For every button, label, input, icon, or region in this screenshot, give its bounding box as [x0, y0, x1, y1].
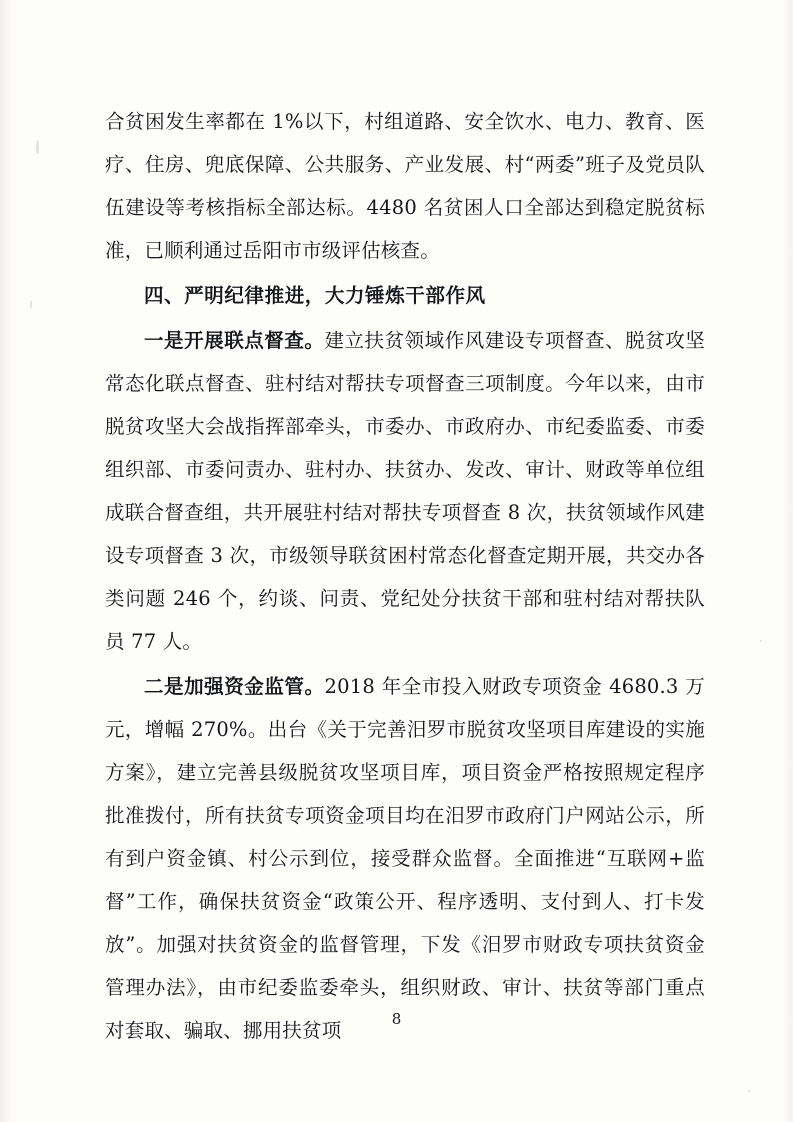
paragraph-point-one-lead: 一是开展联点督查。 — [144, 329, 325, 352]
paragraph-point-two-lead: 二是加强资金监管。 — [144, 675, 325, 698]
document-body — [105, 100, 705, 1054]
scan-edge-right — [783, 0, 793, 1122]
scan-edge-left — [0, 0, 12, 1122]
paragraph-point-two-text: 2018 年全市投入财政专项资金 4680.3 万元，增幅 270%。出台《关于完善汨罗市脱贫攻坚项目库建设的实施方案》，建立完善县级脱贫攻坚项目库，项目资金严格按照规定程序批准拨付，所有扶贫专项资金项目均在汨罗市政府门户网站公示，所有到户资金镇、村公示到位，接受群众监督。全面推进“互联网+监督”工作，确保扶贫资金“政策公开、程序透明、支付到人、打卡发放”。加强对扶贫资金的监督管理，下发《汨罗市财政专项扶贫资金管理办法》，由市纪委监委牵头，组织财政、审计、扶贫等部门重点对套取、骗取、挪用扶贫项 — [105, 675, 705, 1042]
paragraph-continuation: 合贫困发生率都在 1%以下，村组道路、安全饮水、电力、教育、医疗、住房、兜底保障、公共服务、产业发展、村“两委”班子及党员队伍建设等考核指标全部达标。4480 名贫困人口全部达到稳定脱贫标准，已顺利通过岳阳市市级评估核查。 — [105, 110, 705, 262]
paragraph-point-one — [105, 319, 705, 663]
paragraph-point-two — [105, 665, 705, 1052]
section-heading-four: 四、严明纪律推进，大力锤炼干部作风 — [144, 284, 486, 307]
page-number: 8 — [391, 1010, 402, 1028]
scan-speck — [748, 1090, 750, 1092]
paragraph-point-one-text: 建立扶贫领域作风建设专项督查、脱贫攻坚常态化联点督查、驻村结对帮扶专项督查三项制度。今年以来，由市脱贫攻坚大会战指挥部牵头，市委办、市政府办、市纪委监委、市委组织部、市委问责办、驻村办、扶贫办、发改、审计、财政等单位组成联合督查组，共开展驻村结对帮扶专项督查 8 次，扶贫领域作风建设专项督查 3 次，市级领导联贫困村常态化督查定期开展，共交办各类问题 246 个，约谈、问责、党纪处分扶贫干部和驻村结对帮扶队员 77 人。 — [105, 329, 705, 653]
scan-speck — [760, 640, 762, 642]
scan-speck — [30, 300, 32, 309]
scan-speck — [36, 140, 39, 154]
